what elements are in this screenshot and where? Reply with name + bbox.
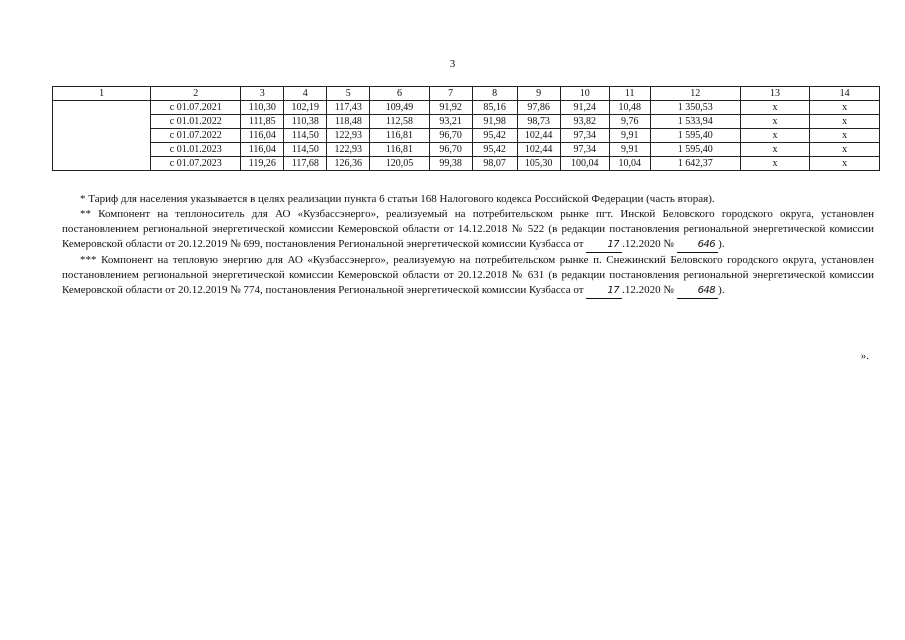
table-cell: 96,70 [429, 129, 472, 143]
column-number-cell: 2 [151, 87, 241, 101]
handwritten-day: 17 [586, 237, 622, 253]
table-cell: 114,50 [284, 143, 327, 157]
column-number-cell: 5 [327, 87, 370, 101]
table-cell: 95,42 [472, 143, 517, 157]
table-cell: х [740, 129, 810, 143]
footnote-2-text: ** Компонент на теплоноситель для АО «Кузбассэнерго», реализуемый на потребительском рынке пгт. Инской Беловского городского округа, установлен постановлением региональной энергетической комиссии Кемеровской области от 14.12.2018 № 522 (в редакции постановления региональной энергетической комиссии Кемеровской области от 20.12.2019 № 699, постановления Региональной энергетической комиссии Кузбасса от [62, 208, 874, 250]
table-cell: 112,58 [370, 115, 429, 129]
table-cell: 99,38 [429, 157, 472, 171]
table-cell: 1 642,37 [650, 157, 740, 171]
table-cell: 102,44 [517, 129, 560, 143]
column-number-cell: 4 [284, 87, 327, 101]
table-row [53, 129, 880, 143]
table-cell: 110,30 [241, 101, 284, 115]
table-cell: 111,85 [241, 115, 284, 129]
table-cell: 109,49 [370, 101, 429, 115]
table-cell: х [740, 115, 810, 129]
table-cell: 96,70 [429, 143, 472, 157]
table-cell: х [810, 157, 880, 171]
table-cell: 97,86 [517, 101, 560, 115]
table-cell: 110,38 [284, 115, 327, 129]
column-number-cell: 7 [429, 87, 472, 101]
table-cell: 102,44 [517, 143, 560, 157]
table-cell: 93,21 [429, 115, 472, 129]
column-number-cell: 11 [609, 87, 650, 101]
table-cell: 105,30 [517, 157, 560, 171]
column-number-cell: 8 [472, 87, 517, 101]
table-cell: 120,05 [370, 157, 429, 171]
table-cell: 100,04 [560, 157, 609, 171]
table-cell: 10,04 [609, 157, 650, 171]
table-cell: 91,24 [560, 101, 609, 115]
footnote-2-date-rest: .12.2020 № [622, 238, 674, 250]
table-cell: 116,81 [370, 129, 429, 143]
table-cell: х [810, 143, 880, 157]
table-cell [53, 101, 151, 171]
table-cell: 119,26 [241, 157, 284, 171]
table-header-row [53, 87, 880, 101]
table-row [53, 115, 880, 129]
table-cell: 10,48 [609, 101, 650, 115]
page-number: 3 [449, 58, 456, 70]
table-cell: 1 595,40 [650, 143, 740, 157]
footnote-3-text: *** Компонент на тепловую энергию для АО «Кузбассэнерго», реализуемую на потребительском рынке п. Снежинский Беловского городского округа, установлен постановлением региональной энергетической комиссии Кемеровской области от 20.12.2018 № 631 (в редакции постановления региональной энергетической комиссии Кемеровской области от 20.12.2019 № 774, постановления Региональной энергетической комиссии Кузбасса от [62, 254, 874, 296]
column-number-cell: 3 [241, 87, 284, 101]
table-cell: 116,04 [241, 129, 284, 143]
table-cell: с 01.07.2021 [151, 101, 241, 115]
table-cell: 122,93 [327, 143, 370, 157]
footnote-3 [62, 253, 874, 299]
table-cell: 1 533,94 [650, 115, 740, 129]
table-cell: х [740, 143, 810, 157]
footnote-3-end: ). [718, 284, 725, 296]
table-body [53, 87, 880, 171]
column-number-cell: 12 [650, 87, 740, 101]
table-row [53, 157, 880, 171]
table-cell: 93,82 [560, 115, 609, 129]
footnote-1: * Тариф для населения указывается в целях реализации пункта 6 статьи 168 Налогового кодекса Российской Федерации (часть вторая). [80, 193, 715, 205]
table-cell: с 01.01.2022 [151, 115, 241, 129]
table-cell: х [810, 129, 880, 143]
table-cell: 9,91 [609, 143, 650, 157]
table-cell: 91,92 [429, 101, 472, 115]
table-cell: 114,50 [284, 129, 327, 143]
closing-quote: ». [860, 350, 869, 362]
table-cell: 117,43 [327, 101, 370, 115]
table-cell: 9,76 [609, 115, 650, 129]
table-cell: х [740, 157, 810, 171]
table-cell: 95,42 [472, 129, 517, 143]
table-cell: 85,16 [472, 101, 517, 115]
footnotes [62, 192, 874, 299]
table-cell: 98,73 [517, 115, 560, 129]
table-cell: 91,98 [472, 115, 517, 129]
table-cell: 97,34 [560, 129, 609, 143]
table-cell: 116,81 [370, 143, 429, 157]
table-cell: с 01.07.2023 [151, 157, 241, 171]
column-number-cell: 13 [740, 87, 810, 101]
table-cell: 98,07 [472, 157, 517, 171]
footnote-2-end: ). [718, 238, 725, 250]
table-cell: 97,34 [560, 143, 609, 157]
footnote-2 [62, 207, 874, 253]
column-number-cell: 14 [810, 87, 880, 101]
table-cell: х [810, 101, 880, 115]
column-number-cell: 6 [370, 87, 429, 101]
table-cell: х [740, 101, 810, 115]
column-number-cell: 1 [53, 87, 151, 101]
handwritten-number: 648 [677, 283, 719, 299]
footnote-3-date-rest: .12.2020 № [622, 284, 674, 296]
table-cell: с 01.07.2022 [151, 129, 241, 143]
table-cell: х [810, 115, 880, 129]
table-cell: 1 595,40 [650, 129, 740, 143]
table-cell: 102,19 [284, 101, 327, 115]
tariff-table [52, 86, 880, 171]
column-number-cell: 10 [560, 87, 609, 101]
table-cell: 116,04 [241, 143, 284, 157]
table-cell: 9,91 [609, 129, 650, 143]
table-cell: 1 350,53 [650, 101, 740, 115]
handwritten-number: 646 [677, 237, 719, 253]
table-cell: 118,48 [327, 115, 370, 129]
table-cell: с 01.01.2023 [151, 143, 241, 157]
table-cell: 122,93 [327, 129, 370, 143]
column-number-cell: 9 [517, 87, 560, 101]
handwritten-day: 17 [586, 283, 622, 299]
table-cell: 126,36 [327, 157, 370, 171]
table-cell: 117,68 [284, 157, 327, 171]
table-row [53, 101, 880, 115]
table-row [53, 143, 880, 157]
